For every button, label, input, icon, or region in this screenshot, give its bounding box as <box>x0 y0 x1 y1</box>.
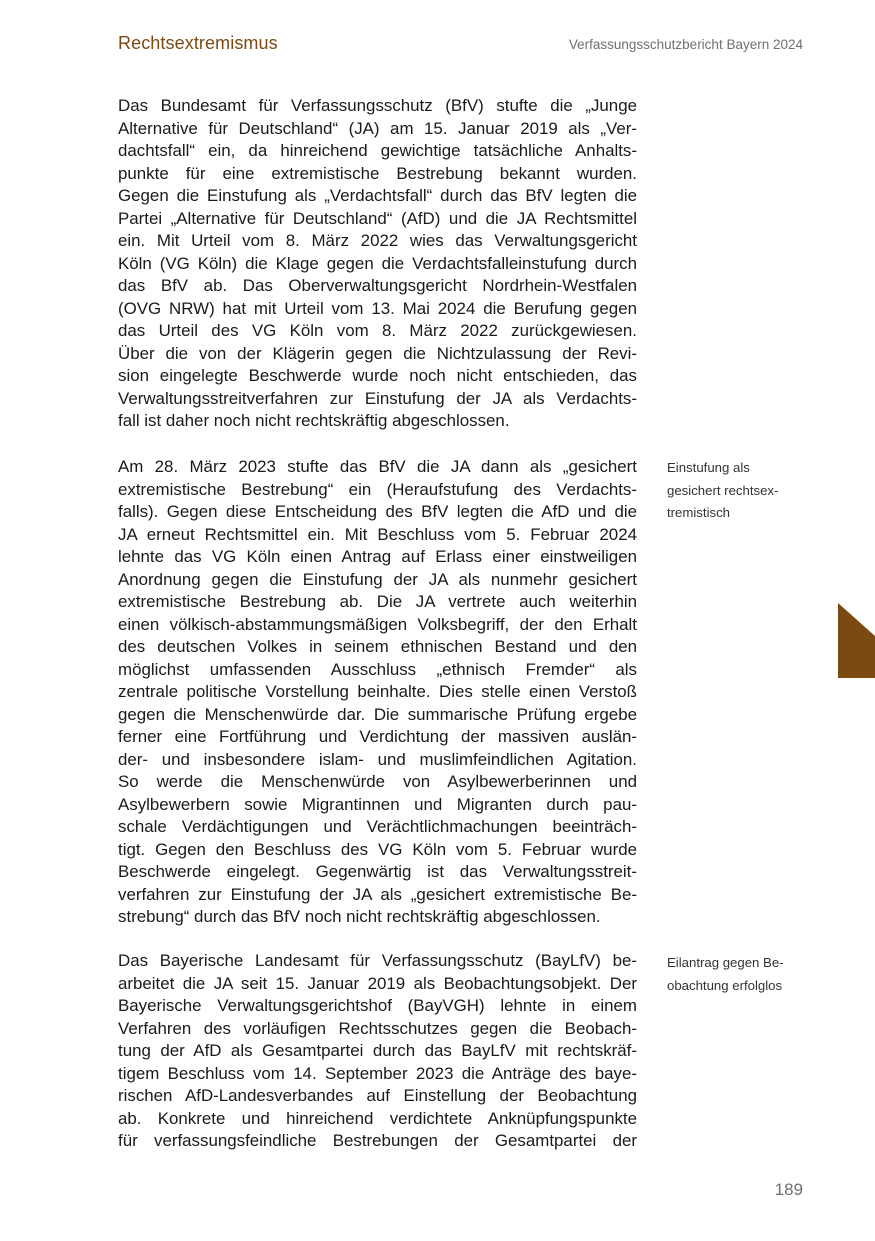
paragraph-line: extremistische Bestrebung ab. Die JA vertrete auch weiterhin <box>118 592 637 611</box>
paragraph-line: extremistische Bestrebung“ ein (Heraufstufung des Verdachts- <box>118 479 637 499</box>
paragraph-line: Asylbewerbern sowie Migrantinnen und Migranten durch pau- <box>118 794 637 814</box>
paragraph-line: Beschwerde eingelegt. Gegenwärtig ist das Verwaltungsstreit- <box>118 862 637 881</box>
paragraph-line: Köln (VG Köln) die Klage gegen die Verdachtsfalleinstufung durch <box>118 253 637 273</box>
paragraph-line: für verfassungsfeindliche Bestrebungen der Gesamtpartei der <box>118 1131 637 1150</box>
paragraph-line: lehnte das VG Köln einen Antrag auf Erlass einer einstweiligen <box>118 547 637 566</box>
margin-note-line: Einstufung als <box>667 460 750 475</box>
paragraph-line: Partei „Alternative für Deutschland“ (AfD) und die JA Rechtsmittel <box>118 208 637 228</box>
margin-note-line: tremistisch <box>667 505 731 520</box>
body-paragraph-3 <box>118 950 637 1153</box>
paragraph-line: Über die von der Klägerin gegen die Nichtzulassung der Revi- <box>118 343 637 363</box>
paragraph-line: Alternative für Deutschland“ (JA) am 15. Januar 2019 als „Ver- <box>118 118 637 138</box>
paragraph-line: So werde die Menschenwürde von Asylbewerberinnen und <box>118 772 637 791</box>
paragraph-line: des deutschen Volkes in seinem ethnischen Bestand und den <box>118 637 637 656</box>
paragraph-line: das Urteil des VG Köln vom 8. März 2022 zurückgewiesen. <box>118 321 637 340</box>
paragraph-line: ein. Mit Urteil vom 8. März 2022 wies das Verwaltungsgericht <box>118 231 637 250</box>
margin-note-line: gesichert rechtsex- <box>667 482 779 498</box>
body-paragraph-1 <box>118 95 637 433</box>
paragraph-line: punkte für eine extremistische Bestrebung bekannt wurden. <box>118 163 637 183</box>
paragraph-line: Gegen die Einstufung als „Verdachtsfall“ durch das BfV legten die <box>118 186 637 205</box>
margin-note-line: obachtung erfolglos <box>667 977 783 993</box>
paragraph-line: einen völkisch-abstammungsmäßigen Volksbegriff, der den Erhalt <box>118 614 637 634</box>
chapter-tab-shape <box>838 603 875 678</box>
paragraph-line: strebung“ durch das BfV noch nicht rechtskräftig abgeschlossen. <box>118 907 601 926</box>
paragraph-line: Verfahren des vorläufigen Rechtsschutzes gegen die Beobach- <box>118 1018 637 1038</box>
paragraph-line: Am 28. März 2023 stufte das BfV die JA dann als „gesichert <box>118 457 637 476</box>
paragraph-line: Das Bundesamt für Verfassungsschutz (BfV) stufte die „Junge <box>118 96 637 115</box>
paragraph-line: rischen AfD-Landesverbandes auf Einstellung der Beobachtung <box>118 1086 637 1105</box>
paragraph-line: verfahren zur Einstufung der JA als „gesichert extremistische Be- <box>118 884 637 904</box>
paragraph-line: Bayerische Verwaltungsgerichtshof (BayVGH) lehnte in einem <box>118 996 637 1015</box>
body-paragraph-2 <box>118 456 637 929</box>
chapter-tab-marker <box>838 603 875 678</box>
paragraph-line: zentrale politische Vorstellung beinhalte. Dies stelle einen Verstoß <box>118 682 637 701</box>
paragraph-line: tung der AfD als Gesamtpartei durch das BayLfV mit rechtskräf- <box>118 1041 637 1060</box>
paragraph-line: Das Bayerische Landesamt für Verfassungsschutz (BayLfV) be- <box>118 951 637 970</box>
paragraph-line: gegen die Menschenwürde dar. Die summarische Prüfung ergebe <box>118 704 637 724</box>
paragraph-line: fall ist daher noch nicht rechtskräftig abgeschlossen. <box>118 411 510 430</box>
paragraph-line: der- und insbesondere islam- und muslimfeindlichen Agitation. <box>118 749 637 769</box>
paragraph-line: tigem Beschluss vom 14. September 2023 die Anträge des baye- <box>118 1063 637 1083</box>
paragraph-line: (OVG NRW) hat mit Urteil vom 13. Mai 2024 die Berufung gegen <box>118 298 637 318</box>
paragraph-line: ferner eine Fortführung und Verdichtung der massiven auslän- <box>118 727 637 746</box>
margin-note-classification <box>667 457 807 525</box>
paragraph-line: ab. Konkrete und hinreichend verdichtete Anknüpfungspunkte <box>118 1108 637 1128</box>
paragraph-line: möglichst umfassenden Ausschluss „ethnisch Fremder“ als <box>118 659 637 679</box>
paragraph-line: schale Verdächtigungen und Verächtlichmachungen beeinträch- <box>118 817 637 836</box>
paragraph-line: tigt. Gegen den Beschluss des VG Köln vom 5. Februar wurde <box>118 839 637 859</box>
paragraph-line: JA erneut Rechtsmittel ein. Mit Beschluss vom 5. Februar 2024 <box>118 524 637 544</box>
paragraph-line: arbeitet die JA seit 15. Januar 2019 als Beobachtungsobjekt. Der <box>118 973 637 993</box>
paragraph-line: sion eingelegte Beschwerde wurde noch nicht entschieden, das <box>118 366 637 385</box>
page-number: 189 <box>774 1180 803 1199</box>
section-title: Rechtsextremismus <box>118 33 278 53</box>
paragraph-line: das BfV ab. Das Oberverwaltungsgericht Nordrhein-Westfalen <box>118 276 637 295</box>
paragraph-line: Verwaltungsstreitverfahren zur Einstufung der JA als Verdachts- <box>118 388 637 408</box>
paragraph-line: dachtsfall“ ein, da hinreichend gewichtige tatsächliche Anhalts- <box>118 141 637 160</box>
margin-note-line: Eilantrag gegen Be- <box>667 955 784 970</box>
margin-note-injunction <box>667 952 807 997</box>
paragraph-line: falls). Gegen diese Entscheidung des BfV legten die AfD und die <box>118 502 637 521</box>
report-title: Verfassungsschutzbericht Bayern 2024 <box>568 37 803 52</box>
paragraph-line: Anordnung gegen die Einstufung der JA als nunmehr gesichert <box>118 569 637 589</box>
